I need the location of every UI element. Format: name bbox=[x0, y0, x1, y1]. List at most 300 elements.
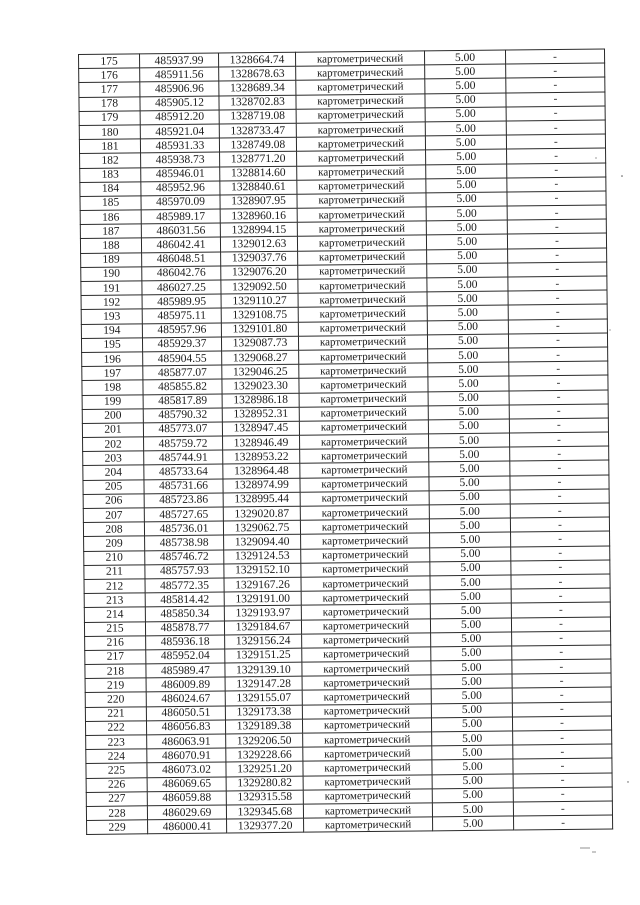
x-coordinate-cell: 485912.20 bbox=[140, 110, 219, 125]
method-cell: картометрический bbox=[303, 760, 432, 776]
method-cell: картометрический bbox=[299, 377, 428, 393]
method-cell: картометрический bbox=[304, 817, 433, 833]
accuracy-cell: 5.00 bbox=[428, 376, 509, 391]
point-number-cell: 201 bbox=[82, 423, 143, 438]
remark-cell: - bbox=[505, 49, 604, 64]
method-cell: картометрический bbox=[298, 278, 427, 294]
y-coordinate-cell: 1329094.40 bbox=[224, 535, 301, 550]
y-coordinate-cell: 1329193.97 bbox=[224, 606, 301, 621]
remark-cell: - bbox=[511, 560, 610, 575]
y-coordinate-cell: 1328719.08 bbox=[219, 109, 296, 124]
x-coordinate-cell: 485850.34 bbox=[145, 606, 224, 621]
remark-cell: - bbox=[507, 191, 606, 206]
method-cell: картометрический bbox=[297, 164, 426, 180]
point-number-cell: 216 bbox=[85, 636, 146, 651]
method-cell: картометрический bbox=[301, 590, 430, 606]
method-cell: картометрический bbox=[297, 221, 426, 237]
point-number-cell: 227 bbox=[86, 792, 147, 807]
point-number-cell: 194 bbox=[81, 323, 142, 338]
method-cell: картометрический bbox=[302, 703, 431, 719]
x-coordinate-cell: 485744.91 bbox=[144, 450, 223, 465]
point-number-cell: 202 bbox=[83, 437, 144, 452]
x-coordinate-cell: 485952.04 bbox=[146, 649, 225, 664]
accuracy-cell: 5.00 bbox=[432, 759, 513, 774]
y-coordinate-cell: 1328733.47 bbox=[219, 123, 296, 138]
accuracy-cell: 5.00 bbox=[431, 632, 512, 647]
y-coordinate-cell: 1329037.76 bbox=[221, 251, 298, 266]
point-number-cell: 211 bbox=[84, 565, 145, 580]
accuracy-cell: 5.00 bbox=[430, 532, 511, 547]
y-coordinate-cell: 1329020.87 bbox=[223, 506, 300, 521]
coordinates-table-sheet bbox=[78, 48, 640, 834]
accuracy-cell: 5.00 bbox=[427, 291, 508, 306]
x-coordinate-cell: 486009.89 bbox=[146, 677, 225, 692]
point-number-cell: 195 bbox=[81, 338, 142, 353]
method-cell: картометрический bbox=[302, 647, 431, 663]
remark-cell: - bbox=[509, 347, 608, 362]
y-coordinate-cell: 1328840.61 bbox=[220, 180, 297, 195]
point-number-cell: 224 bbox=[86, 749, 147, 764]
method-cell: картометрический bbox=[299, 406, 428, 422]
x-coordinate-cell: 485733.64 bbox=[144, 464, 223, 479]
method-cell: картометрический bbox=[302, 675, 431, 691]
remark-cell: - bbox=[509, 361, 608, 376]
accuracy-cell: 5.00 bbox=[430, 589, 511, 604]
x-coordinate-cell: 485736.01 bbox=[144, 521, 223, 536]
point-number-cell: 213 bbox=[84, 593, 145, 608]
point-number-cell: 176 bbox=[79, 68, 140, 83]
point-number-cell: 222 bbox=[85, 721, 146, 736]
accuracy-cell: 5.00 bbox=[431, 674, 512, 689]
method-cell: картометрический bbox=[296, 122, 425, 138]
y-coordinate-cell: 1328994.15 bbox=[220, 222, 297, 237]
x-coordinate-cell: 486070.91 bbox=[147, 748, 226, 763]
y-coordinate-cell: 1328953.22 bbox=[223, 449, 300, 464]
remark-cell: - bbox=[509, 375, 608, 390]
point-number-cell: 192 bbox=[81, 295, 142, 310]
accuracy-cell: 5.00 bbox=[432, 802, 513, 817]
remark-cell: - bbox=[506, 92, 605, 107]
point-number-cell: 187 bbox=[80, 224, 141, 239]
method-cell: картометрический bbox=[296, 65, 425, 81]
y-coordinate-cell: 1329251.20 bbox=[226, 762, 303, 777]
remark-cell: - bbox=[512, 687, 611, 702]
remark-cell: - bbox=[510, 489, 609, 504]
y-coordinate-cell: 1328771.20 bbox=[220, 152, 297, 167]
method-cell: картометрический bbox=[303, 774, 432, 790]
method-cell: картометрический bbox=[298, 320, 427, 336]
y-coordinate-cell: 1329280.82 bbox=[226, 776, 303, 791]
y-coordinate-cell: 1329124.53 bbox=[224, 549, 301, 564]
method-cell: картометрический bbox=[300, 476, 429, 492]
remark-cell: - bbox=[510, 446, 609, 461]
method-cell: картометрический bbox=[300, 462, 429, 478]
x-coordinate-cell: 485938.73 bbox=[141, 152, 220, 167]
accuracy-cell: 5.00 bbox=[428, 348, 509, 363]
point-number-cell: 175 bbox=[79, 54, 140, 69]
y-coordinate-cell: 1329228.66 bbox=[226, 747, 303, 762]
remark-cell: - bbox=[507, 162, 606, 177]
point-number-cell: 198 bbox=[82, 380, 143, 395]
y-coordinate-cell: 1328678.63 bbox=[219, 66, 296, 81]
method-cell: картометрический bbox=[300, 505, 429, 521]
accuracy-cell: 5.00 bbox=[431, 703, 512, 718]
accuracy-cell: 5.00 bbox=[428, 433, 509, 448]
y-coordinate-cell: 1329139.10 bbox=[225, 662, 302, 677]
point-number-cell: 218 bbox=[85, 664, 146, 679]
method-cell: картометрический bbox=[299, 363, 428, 379]
point-number-cell: 189 bbox=[81, 252, 142, 267]
method-cell: картометрический bbox=[296, 108, 425, 124]
method-cell: картометрический bbox=[297, 150, 426, 166]
method-cell: картометрический bbox=[303, 746, 432, 762]
x-coordinate-cell: 485904.55 bbox=[143, 351, 222, 366]
y-coordinate-cell: 1329377.20 bbox=[227, 818, 304, 833]
accuracy-cell: 5.00 bbox=[430, 617, 511, 632]
y-coordinate-cell: 1328964.48 bbox=[223, 464, 300, 479]
method-cell: картометрический bbox=[301, 576, 430, 592]
method-cell: картометрический bbox=[300, 448, 429, 464]
accuracy-cell: 5.00 bbox=[431, 646, 512, 661]
point-number-cell: 205 bbox=[83, 479, 144, 494]
point-number-cell: 217 bbox=[85, 650, 146, 665]
accuracy-cell: 5.00 bbox=[427, 305, 508, 320]
accuracy-cell: 5.00 bbox=[432, 745, 513, 760]
point-number-cell: 210 bbox=[84, 550, 145, 565]
remark-cell: - bbox=[506, 134, 605, 149]
point-number-cell: 220 bbox=[85, 692, 146, 707]
remark-cell: - bbox=[512, 716, 611, 731]
remark-cell: - bbox=[510, 517, 609, 532]
x-coordinate-cell: 485817.89 bbox=[143, 394, 222, 409]
x-coordinate-cell: 485855.82 bbox=[143, 379, 222, 394]
method-cell: картометрический bbox=[298, 335, 427, 351]
y-coordinate-cell: 1329147.28 bbox=[225, 676, 302, 691]
method-cell: картометрический bbox=[301, 562, 430, 578]
y-coordinate-cell: 1329345.68 bbox=[226, 804, 303, 819]
x-coordinate-cell: 485946.01 bbox=[141, 167, 220, 182]
x-coordinate-cell: 486069.65 bbox=[147, 777, 226, 792]
y-coordinate-cell: 1328960.16 bbox=[220, 208, 297, 223]
x-coordinate-cell: 486000.41 bbox=[148, 819, 227, 834]
y-coordinate-cell: 1329108.75 bbox=[221, 308, 298, 323]
y-coordinate-cell: 1329156.24 bbox=[225, 634, 302, 649]
x-coordinate-cell: 485814.42 bbox=[145, 592, 224, 607]
accuracy-cell: 5.00 bbox=[431, 660, 512, 675]
x-coordinate-cell: 485957.96 bbox=[142, 323, 221, 338]
accuracy-cell: 5.00 bbox=[430, 603, 511, 618]
remark-cell: - bbox=[507, 219, 606, 234]
y-coordinate-cell: 1328995.44 bbox=[223, 492, 300, 507]
point-number-cell: 225 bbox=[86, 763, 147, 778]
point-number-cell: 177 bbox=[79, 82, 140, 97]
remark-cell: - bbox=[506, 120, 605, 135]
remark-cell: - bbox=[507, 233, 606, 248]
method-cell: картометрический bbox=[297, 235, 426, 251]
accuracy-cell: 5.00 bbox=[426, 178, 507, 193]
point-number-cell: 214 bbox=[84, 607, 145, 622]
x-coordinate-cell: 485757.93 bbox=[145, 564, 224, 579]
remark-cell: - bbox=[506, 106, 605, 121]
point-number-cell: 207 bbox=[83, 508, 144, 523]
point-number-cell: 226 bbox=[86, 777, 147, 792]
y-coordinate-cell: 1329315.58 bbox=[226, 790, 303, 805]
x-coordinate-cell: 485970.09 bbox=[141, 195, 220, 210]
x-coordinate-cell: 485937.99 bbox=[140, 53, 219, 68]
method-cell: картометрический bbox=[299, 391, 428, 407]
remark-cell: - bbox=[506, 63, 605, 78]
accuracy-cell: 5.00 bbox=[432, 788, 513, 803]
remark-cell: - bbox=[514, 815, 613, 830]
y-coordinate-cell: 1329110.27 bbox=[221, 293, 298, 308]
y-coordinate-cell: 1329155.07 bbox=[225, 691, 302, 706]
remark-cell: - bbox=[508, 333, 607, 348]
accuracy-cell: 5.00 bbox=[428, 419, 509, 434]
y-coordinate-cell: 1329184.67 bbox=[224, 620, 301, 635]
y-coordinate-cell: 1328814.60 bbox=[220, 166, 297, 181]
x-coordinate-cell: 485952.96 bbox=[141, 181, 220, 196]
accuracy-cell: 5.00 bbox=[426, 220, 507, 235]
accuracy-cell: 5.00 bbox=[427, 277, 508, 292]
accuracy-cell: 5.00 bbox=[429, 447, 510, 462]
remark-cell: - bbox=[513, 801, 612, 816]
y-coordinate-cell: 1329173.38 bbox=[225, 705, 302, 720]
point-number-cell: 229 bbox=[87, 820, 148, 835]
remark-cell: - bbox=[513, 773, 612, 788]
x-coordinate-cell: 485723.86 bbox=[144, 493, 223, 508]
method-cell: картометрический bbox=[302, 633, 431, 649]
method-cell: картометрический bbox=[302, 661, 431, 677]
x-coordinate-cell: 485759.72 bbox=[144, 436, 223, 451]
coordinates-table-body bbox=[79, 49, 613, 835]
point-number-cell: 190 bbox=[81, 267, 142, 282]
y-coordinate-cell: 1329012.63 bbox=[220, 237, 297, 252]
remark-cell: - bbox=[506, 77, 605, 92]
x-coordinate-cell: 485877.07 bbox=[143, 365, 222, 380]
accuracy-cell: 5.00 bbox=[427, 334, 508, 349]
accuracy-cell: 5.00 bbox=[425, 135, 506, 150]
y-coordinate-cell: 1329189.38 bbox=[225, 719, 302, 734]
point-number-cell: 184 bbox=[80, 182, 141, 197]
y-coordinate-cell: 1328947.45 bbox=[222, 421, 299, 436]
accuracy-cell: 5.00 bbox=[429, 490, 510, 505]
point-number-cell: 196 bbox=[82, 352, 143, 367]
y-coordinate-cell: 1328664.74 bbox=[218, 52, 295, 67]
point-number-cell: 183 bbox=[80, 167, 141, 182]
accuracy-cell: 5.00 bbox=[432, 774, 513, 789]
accuracy-cell: 5.00 bbox=[426, 164, 507, 179]
x-coordinate-cell: 485921.04 bbox=[140, 124, 219, 139]
remark-cell: - bbox=[511, 546, 610, 561]
point-number-cell: 197 bbox=[82, 366, 143, 381]
accuracy-cell: 5.00 bbox=[426, 149, 507, 164]
remark-cell: - bbox=[508, 276, 607, 291]
point-number-cell: 219 bbox=[85, 678, 146, 693]
y-coordinate-cell: 1329087.73 bbox=[221, 336, 298, 351]
accuracy-cell: 5.00 bbox=[430, 547, 511, 562]
y-coordinate-cell: 1329068.27 bbox=[222, 350, 299, 365]
accuracy-cell: 5.00 bbox=[425, 78, 506, 93]
x-coordinate-cell: 485727.65 bbox=[144, 507, 223, 522]
point-number-cell: 200 bbox=[82, 409, 143, 424]
remark-cell: - bbox=[508, 262, 607, 277]
method-cell: картометрический bbox=[295, 51, 424, 67]
remark-cell: - bbox=[507, 177, 606, 192]
y-coordinate-cell: 1329151.25 bbox=[225, 648, 302, 663]
remark-cell: - bbox=[512, 673, 611, 688]
remark-cell: - bbox=[509, 418, 608, 433]
point-number-cell: 178 bbox=[79, 96, 140, 111]
point-number-cell: 182 bbox=[80, 153, 141, 168]
method-cell: картометрический bbox=[297, 179, 426, 195]
method-cell: картометрический bbox=[299, 349, 428, 365]
y-coordinate-cell: 1329101.80 bbox=[221, 322, 298, 337]
method-cell: картометрический bbox=[296, 93, 425, 109]
x-coordinate-cell: 485905.12 bbox=[140, 96, 219, 111]
x-coordinate-cell: 485773.07 bbox=[143, 422, 222, 437]
coordinates-table bbox=[78, 48, 613, 835]
x-coordinate-cell: 486048.51 bbox=[142, 252, 221, 267]
remark-cell: - bbox=[513, 758, 612, 773]
accuracy-cell: 5.00 bbox=[427, 263, 508, 278]
remark-cell: - bbox=[511, 574, 610, 589]
y-coordinate-cell: 1329167.26 bbox=[224, 577, 301, 592]
method-cell: картометрический bbox=[296, 136, 425, 152]
remark-cell: - bbox=[511, 588, 610, 603]
x-coordinate-cell: 486029.69 bbox=[147, 805, 226, 820]
method-cell: картометрический bbox=[302, 689, 431, 705]
x-coordinate-cell: 486059.88 bbox=[147, 791, 226, 806]
x-coordinate-cell: 486042.76 bbox=[142, 266, 221, 281]
method-cell: картометрический bbox=[300, 434, 429, 450]
remark-cell: - bbox=[508, 248, 607, 263]
remark-cell: - bbox=[513, 730, 612, 745]
y-coordinate-cell: 1328946.49 bbox=[223, 435, 300, 450]
x-coordinate-cell: 486063.91 bbox=[147, 734, 226, 749]
accuracy-cell: 5.00 bbox=[431, 717, 512, 732]
accuracy-cell: 5.00 bbox=[432, 731, 513, 746]
x-coordinate-cell: 485790.32 bbox=[143, 408, 222, 423]
accuracy-cell: 5.00 bbox=[425, 93, 506, 108]
x-coordinate-cell: 485738.98 bbox=[145, 535, 224, 550]
y-coordinate-cell: 1329206.50 bbox=[226, 733, 303, 748]
method-cell: картометрический bbox=[301, 533, 430, 549]
x-coordinate-cell: 486073.02 bbox=[147, 762, 226, 777]
method-cell: картометрический bbox=[296, 79, 425, 95]
accuracy-cell: 5.00 bbox=[428, 405, 509, 420]
method-cell: картометрический bbox=[303, 732, 432, 748]
remark-cell: - bbox=[512, 645, 611, 660]
x-coordinate-cell: 486056.83 bbox=[146, 720, 225, 735]
point-number-cell: 199 bbox=[82, 394, 143, 409]
x-coordinate-cell: 485772.35 bbox=[145, 578, 224, 593]
accuracy-cell: 5.00 bbox=[425, 107, 506, 122]
accuracy-cell: 5.00 bbox=[427, 320, 508, 335]
x-coordinate-cell: 485906.96 bbox=[140, 81, 219, 96]
y-coordinate-cell: 1328952.31 bbox=[222, 407, 299, 422]
point-number-cell: 221 bbox=[85, 706, 146, 721]
point-number-cell: 188 bbox=[80, 238, 141, 253]
y-coordinate-cell: 1329023.30 bbox=[222, 379, 299, 394]
remark-cell: - bbox=[509, 432, 608, 447]
method-cell: картометрический bbox=[303, 789, 432, 805]
x-coordinate-cell: 486042.41 bbox=[141, 237, 220, 252]
point-number-cell: 181 bbox=[79, 139, 140, 154]
method-cell: картометрический bbox=[298, 264, 427, 280]
point-number-cell: 185 bbox=[80, 196, 141, 211]
x-coordinate-cell: 485989.17 bbox=[141, 209, 220, 224]
remark-cell: - bbox=[507, 205, 606, 220]
x-coordinate-cell: 485931.33 bbox=[140, 138, 219, 153]
method-cell: картометрический bbox=[298, 249, 427, 265]
accuracy-cell: 5.00 bbox=[429, 518, 510, 533]
point-number-cell: 203 bbox=[83, 451, 144, 466]
method-cell: картометрический bbox=[298, 306, 427, 322]
y-coordinate-cell: 1329046.25 bbox=[222, 364, 299, 379]
x-coordinate-cell: 485989.95 bbox=[142, 294, 221, 309]
point-number-cell: 212 bbox=[84, 579, 145, 594]
y-coordinate-cell: 1328907.95 bbox=[220, 194, 297, 209]
remark-cell: - bbox=[510, 475, 609, 490]
point-number-cell: 228 bbox=[86, 806, 147, 821]
accuracy-cell: 5.00 bbox=[426, 192, 507, 207]
remark-cell: - bbox=[507, 148, 606, 163]
y-coordinate-cell: 1328974.99 bbox=[223, 478, 300, 493]
remark-cell: - bbox=[512, 702, 611, 717]
point-number-cell: 206 bbox=[83, 494, 144, 509]
y-coordinate-cell: 1328689.34 bbox=[219, 81, 296, 96]
method-cell: картометрический bbox=[300, 491, 429, 507]
remark-cell: - bbox=[508, 290, 607, 305]
method-cell: картометрический bbox=[298, 292, 427, 308]
x-coordinate-cell: 485936.18 bbox=[146, 635, 225, 650]
point-number-cell: 204 bbox=[83, 465, 144, 480]
x-coordinate-cell: 485878.77 bbox=[145, 620, 224, 635]
point-number-cell: 215 bbox=[84, 621, 145, 636]
remark-cell: - bbox=[512, 659, 611, 674]
point-number-cell: 223 bbox=[86, 735, 147, 750]
remark-cell: - bbox=[510, 460, 609, 475]
remark-cell: - bbox=[510, 503, 609, 518]
accuracy-cell: 5.00 bbox=[428, 362, 509, 377]
accuracy-cell: 5.00 bbox=[429, 461, 510, 476]
x-coordinate-cell: 485731.66 bbox=[144, 479, 223, 494]
x-coordinate-cell: 486024.67 bbox=[146, 691, 225, 706]
x-coordinate-cell: 486031.56 bbox=[141, 223, 220, 238]
accuracy-cell: 5.00 bbox=[426, 206, 507, 221]
y-coordinate-cell: 1328749.08 bbox=[219, 137, 296, 152]
y-coordinate-cell: 1329092.50 bbox=[221, 279, 298, 294]
point-number-cell: 186 bbox=[80, 210, 141, 225]
x-coordinate-cell: 486050.51 bbox=[146, 706, 225, 721]
accuracy-cell: 5.00 bbox=[425, 121, 506, 136]
y-coordinate-cell: 1328986.18 bbox=[222, 393, 299, 408]
remark-cell: - bbox=[508, 304, 607, 319]
method-cell: картометрический bbox=[301, 604, 430, 620]
remark-cell: - bbox=[513, 787, 612, 802]
x-coordinate-cell: 485929.37 bbox=[142, 337, 221, 352]
point-number-cell: 208 bbox=[83, 522, 144, 537]
remark-cell: - bbox=[508, 319, 607, 334]
accuracy-cell: 5.00 bbox=[427, 249, 508, 264]
method-cell: картометрический bbox=[300, 519, 429, 535]
accuracy-cell: 5.00 bbox=[430, 575, 511, 590]
remark-cell: - bbox=[513, 744, 612, 759]
remark-cell: - bbox=[511, 602, 610, 617]
x-coordinate-cell: 485989.47 bbox=[146, 663, 225, 678]
accuracy-cell: 5.00 bbox=[428, 391, 509, 406]
y-coordinate-cell: 1329062.75 bbox=[223, 520, 300, 535]
